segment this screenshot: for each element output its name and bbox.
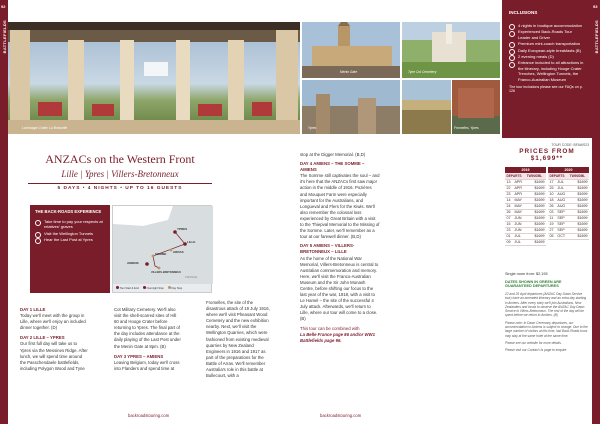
departure-month: MAY (513, 209, 525, 215)
departure-month: AUG (556, 197, 568, 203)
departure-day: 17 (548, 179, 556, 185)
experience-box-title: THE BACK-ROADS EXPERIENCE (35, 209, 102, 214)
map-marker-arras (170, 249, 173, 252)
col-header-departs: DEPARTS (548, 173, 568, 179)
map-marker-somme (152, 255, 155, 258)
departure-month: JUL (556, 179, 568, 185)
inclusion-item: Premium mini-coach transportation (509, 41, 585, 46)
day-title: DAY 4 AMIENS – THE SOMME – AMIENS (300, 161, 365, 173)
departure-price: $1699 (525, 179, 546, 185)
map-legend (116, 286, 182, 290)
pricing-block (505, 143, 589, 162)
website-note: Please see our website for more details. (505, 340, 562, 345)
departure-price: $1699 (568, 233, 589, 239)
combine-note: This tour can be combined with (300, 325, 360, 331)
map-label-amiens: AMIENS (127, 261, 139, 265)
departure-price: $1699 (568, 215, 589, 221)
tour-strap: 5 DAYS • 4 NIGHTS • UP TO 16 GUESTS (57, 186, 183, 191)
inclusions-title: INCLUSIONS (509, 10, 538, 15)
inclusion-item: Entrance included to all attractions in the itinerary, including Hooge Crater Trenches, Wellington Tunnels, the Franco-Australian Museum (509, 60, 585, 82)
departure-price: $1699 (525, 197, 546, 203)
page-number-right: 93 (593, 4, 598, 9)
experience-list (35, 219, 105, 243)
tour-code: TOUR CODE: BFAWS23 (551, 143, 589, 147)
experience-item: Hear the Last Post at Ypres (35, 237, 105, 242)
guaranteed-note: DATES SHOWN IN GREEN ARE GUARANTEED DEPARTURES (505, 280, 562, 288)
map-label-ypres: YPRES (177, 227, 188, 231)
departure-day: 23 (505, 191, 513, 197)
day-title: DAY 2 LILLE – YPRES (20, 335, 65, 341)
departure-month: APR (513, 185, 525, 191)
itinerary-col-1 (20, 307, 88, 372)
price-value: $1,699** (530, 155, 564, 162)
departure-price: $1699 (525, 233, 546, 239)
departure-price: $1699 (568, 179, 589, 185)
departure-month: JUN (513, 221, 525, 227)
map-illustration (113, 206, 213, 284)
departure-day: 24 (505, 203, 513, 209)
prices-label: PRICES FROM (519, 148, 575, 155)
departure-day: 26 (548, 203, 556, 209)
departure-day: 10 (548, 191, 556, 197)
inclusions-list (509, 23, 585, 82)
departure-price: $1699 (568, 221, 589, 227)
single-room-price: Single room from: $2,195 (505, 272, 548, 276)
day-text: As the home of the National War Memorial, Villers-Bretonneux is central to Australian commemoration and memory. Here, we'll visit the Franco-Australian Museum and the Sir John Monash Centre, before shifting our focus to the last year of the war, 1918, with a visit to Le Hamel – the site of the successful 4 July attack. Afterwards, we'll return to Lille, where our tour will come to a close. (B) (300, 255, 379, 322)
dawn-service-note: 22 and 25 April departures (ANZAC Day Dawn Service tour) have an amended itinerary and an extra day starting in Amiens. After every early we'll join Australians, New Zealanders and locals to observe the ANZAC Day Dawn Service in Villers-Bretonneux. The rest of the day will be spent before we return to Amiens. (B) (505, 292, 587, 318)
map-label-lille: LILLE (187, 240, 196, 244)
itinerary-col-3 (206, 300, 272, 379)
main-photo (8, 22, 300, 134)
fields-photo (402, 80, 451, 134)
departure-price: $1699 (525, 185, 546, 191)
departure-month: AUG (556, 203, 568, 209)
town-photo-caption: Ypres (308, 126, 317, 130)
left-tab (0, 0, 8, 424)
departure-month: JUL (556, 185, 568, 191)
left-tab-section: BATTLEFIELDS (1, 20, 7, 54)
col-header-twin: TWIN/DBL (525, 173, 546, 179)
inclusion-item: 4 nights in boutique accommodation (509, 23, 585, 28)
footer-website-left[interactable]: backroadstouring.com (128, 413, 170, 418)
cemetery-photo-caption: Tyne Cot Cemetery (408, 70, 437, 74)
contact-note[interactable]: Please visit our Contact Us page to enquire. (505, 348, 568, 353)
accommodation-note: Please note: In Dawn Ceremony departures, our accommodation in Amiens is subject to change. Due to the large number of visitors at this time, last Back-Roads tours may stay at the same hotel at the same time. (505, 320, 588, 338)
day-text: Leaving Belgium, today we'll cross into Flanders and spend time at (114, 359, 180, 371)
route-map (112, 205, 212, 293)
col-header-departs: DEPARTS (505, 173, 525, 179)
cemetery-photo (402, 22, 500, 78)
departure-day: 13 (505, 179, 513, 185)
main-photo-caption: Lochnagar Crater, La Boisselle (22, 126, 68, 130)
departure-price: $1699 (568, 197, 589, 203)
inclusions-note: The tour inclusions please see our FAQs on p. 126 (509, 85, 583, 94)
departure-price: $1699 (568, 185, 589, 191)
day-text: stop at the Digger Memorial. (B,D) (300, 152, 366, 157)
departure-day: 14 (505, 197, 513, 203)
town-photo (302, 80, 400, 134)
title-rule (28, 183, 212, 184)
departure-month: JUL (513, 233, 525, 239)
departure-row (548, 233, 589, 239)
day-text: The Somme still captivates the soul – and it's here that the ANZACs first saw major action in the middle of 1916. Pozières and Mouquet Farm were especially important for the Australians, and Longueval and Flers for the Kiwis. We'll also remember the colossal loss experienced by Great Britain with a visit to the Thiepval Memorial to the Missing of the Somme. Later, we'll remember as a tour at our farewell dinner. (B,D) (300, 173, 380, 240)
departure-price: $1699 (525, 215, 546, 221)
departures-table-2019 (505, 167, 546, 246)
inclusions-panel (502, 0, 592, 138)
departure-price: $1699 (525, 191, 546, 197)
combine-links[interactable]: La Belle France page 86 and/or WW1 Battlefields page 96. (300, 331, 375, 343)
map-marker-amiens (145, 262, 149, 266)
right-tab-section: BATTLEFIELDS (593, 20, 599, 54)
hall-photo-caption: Menin Gate (340, 70, 358, 74)
day-title: DAY 5 AMIENS – VILLERS-BRETONNEUX – LILLE (300, 243, 355, 255)
inclusion-item: 2 evening meals (D) (509, 54, 585, 59)
tank-photo (452, 80, 500, 134)
year-header: 2019 (505, 167, 546, 173)
map-label-france: FRANCE (185, 275, 198, 279)
departure-month: OCT (556, 233, 568, 239)
departure-price: $1699 (525, 227, 546, 233)
departure-month: JUN (513, 215, 525, 221)
experience-box (30, 205, 110, 293)
header-block (20, 152, 220, 191)
departure-month: SEP (556, 227, 568, 233)
departure-day: 09 (505, 239, 513, 245)
departure-day: 23 (505, 227, 513, 233)
tank-photo-caption: Fromelles, Ypres (454, 126, 479, 130)
colonnade-illustration (8, 22, 300, 134)
departure-price: $1699 (568, 203, 589, 209)
departure-month: APR (513, 179, 525, 185)
day-text: Fromelles, the site of the disastrous attack of 19 July 1916, where we'll visit Pheasant Wood Cemetery and the new exhibition nearby. Next, we'll visit the Wellington Quarries, which were fashioned from existing medieval quarries by New Zealand Engineers in 1916 and 1917 as part of the preparations for the Battle of Arras. We'll remember Australia's role in this battle at Bullecourt, with a (206, 300, 270, 379)
departure-day: 27 (548, 227, 556, 233)
departure-price: $1699 (568, 227, 589, 233)
departure-price: $1699 (525, 209, 546, 215)
departure-month: JUL (513, 239, 525, 245)
departure-month: JUN (513, 227, 525, 233)
departure-day: 15 (505, 221, 513, 227)
right-tab (592, 0, 600, 424)
day-text: Today we'll meet with the group in Lille, where we'll enjoy an included dinner together. (D) (20, 313, 86, 331)
departure-day: 26 (505, 209, 513, 215)
legend-day: Day Stop (168, 286, 182, 290)
day-text: Our first full day will take us to Ypres via the Messines Ridge. After lunch, we will spend time around the Passchendaele battlefields, including Polygon Wood and Tyne (20, 341, 88, 371)
departure-day: 25 (548, 185, 556, 191)
inclusion-item: Experienced Back-Roads Tour Leader and Driver (509, 29, 585, 40)
departure-day: 22 (505, 185, 513, 191)
pricing-notes (505, 272, 589, 353)
map-marker-villers (158, 267, 161, 270)
departure-month: SEP (556, 221, 568, 227)
map-label-somme: SOMME (155, 252, 167, 256)
hall-photo (302, 22, 400, 78)
departure-month: SEP (556, 215, 568, 221)
departure-price: $1699 (525, 239, 546, 245)
departure-price: $1699 (525, 203, 546, 209)
departure-month: MAY (513, 203, 525, 209)
town-illustration (302, 80, 400, 134)
departures-table-2020 (548, 167, 589, 240)
departure-price: $1699 (568, 209, 589, 215)
departure-month: APR (513, 191, 525, 197)
day-title: DAY 3 YPRES – AMIENS (114, 353, 164, 359)
day-text: Cot Military Cemetery. We'll also visit the shell-scarred sites of Hill 60 and Hooge Crater before returning to Ypres. The final part of the day includes attendance at the daily playing of the Last Post under the Menin Gate at 8pm. (B) (114, 307, 181, 349)
departure-row (505, 239, 546, 245)
departure-price: $1699 (525, 221, 546, 227)
departure-day: 11 (548, 215, 556, 221)
experience-item: Take time to pay your respects at relatives' graves (35, 219, 105, 230)
page-number-left: 92 (1, 4, 6, 9)
departure-month: MAY (513, 197, 525, 203)
footer-website-right[interactable]: backroadstouring.com (320, 413, 362, 418)
year-header: 2020 (548, 167, 589, 173)
departure-day: 01 (505, 233, 513, 239)
departure-price: $1699 (568, 191, 589, 197)
experience-item: Visit the Wellington Tunnels (35, 231, 105, 236)
legend-overnight: Overnight Stop (143, 286, 164, 290)
itinerary-col-4 (300, 152, 380, 344)
departure-day: 03 (548, 209, 556, 215)
page-title: ANZACs on the Western Front (45, 152, 195, 166)
departure-day: 19 (548, 221, 556, 227)
departure-month: SEP (556, 209, 568, 215)
itinerary-col-2 (114, 307, 182, 372)
departure-day: 07 (505, 215, 513, 221)
map-label-villers: VILLERS-BRETONNEUX (151, 271, 181, 274)
map-label-arras: ARRAS (173, 250, 184, 254)
departure-day: 18 (548, 197, 556, 203)
legend-start: Tour Start & End (116, 286, 139, 290)
inclusion-item: Daily European-style breakfasts (B) (509, 48, 585, 53)
fields-illustration (402, 80, 451, 134)
col-header-twin: TWIN/DBL (568, 173, 589, 179)
day-title: DAY 1 LILLE (20, 307, 46, 312)
departure-day: 05 (548, 233, 556, 239)
departure-month: AUG (556, 191, 568, 197)
page-subtitle: Lille | Ypres | Villers-Bretonneux (61, 169, 179, 179)
